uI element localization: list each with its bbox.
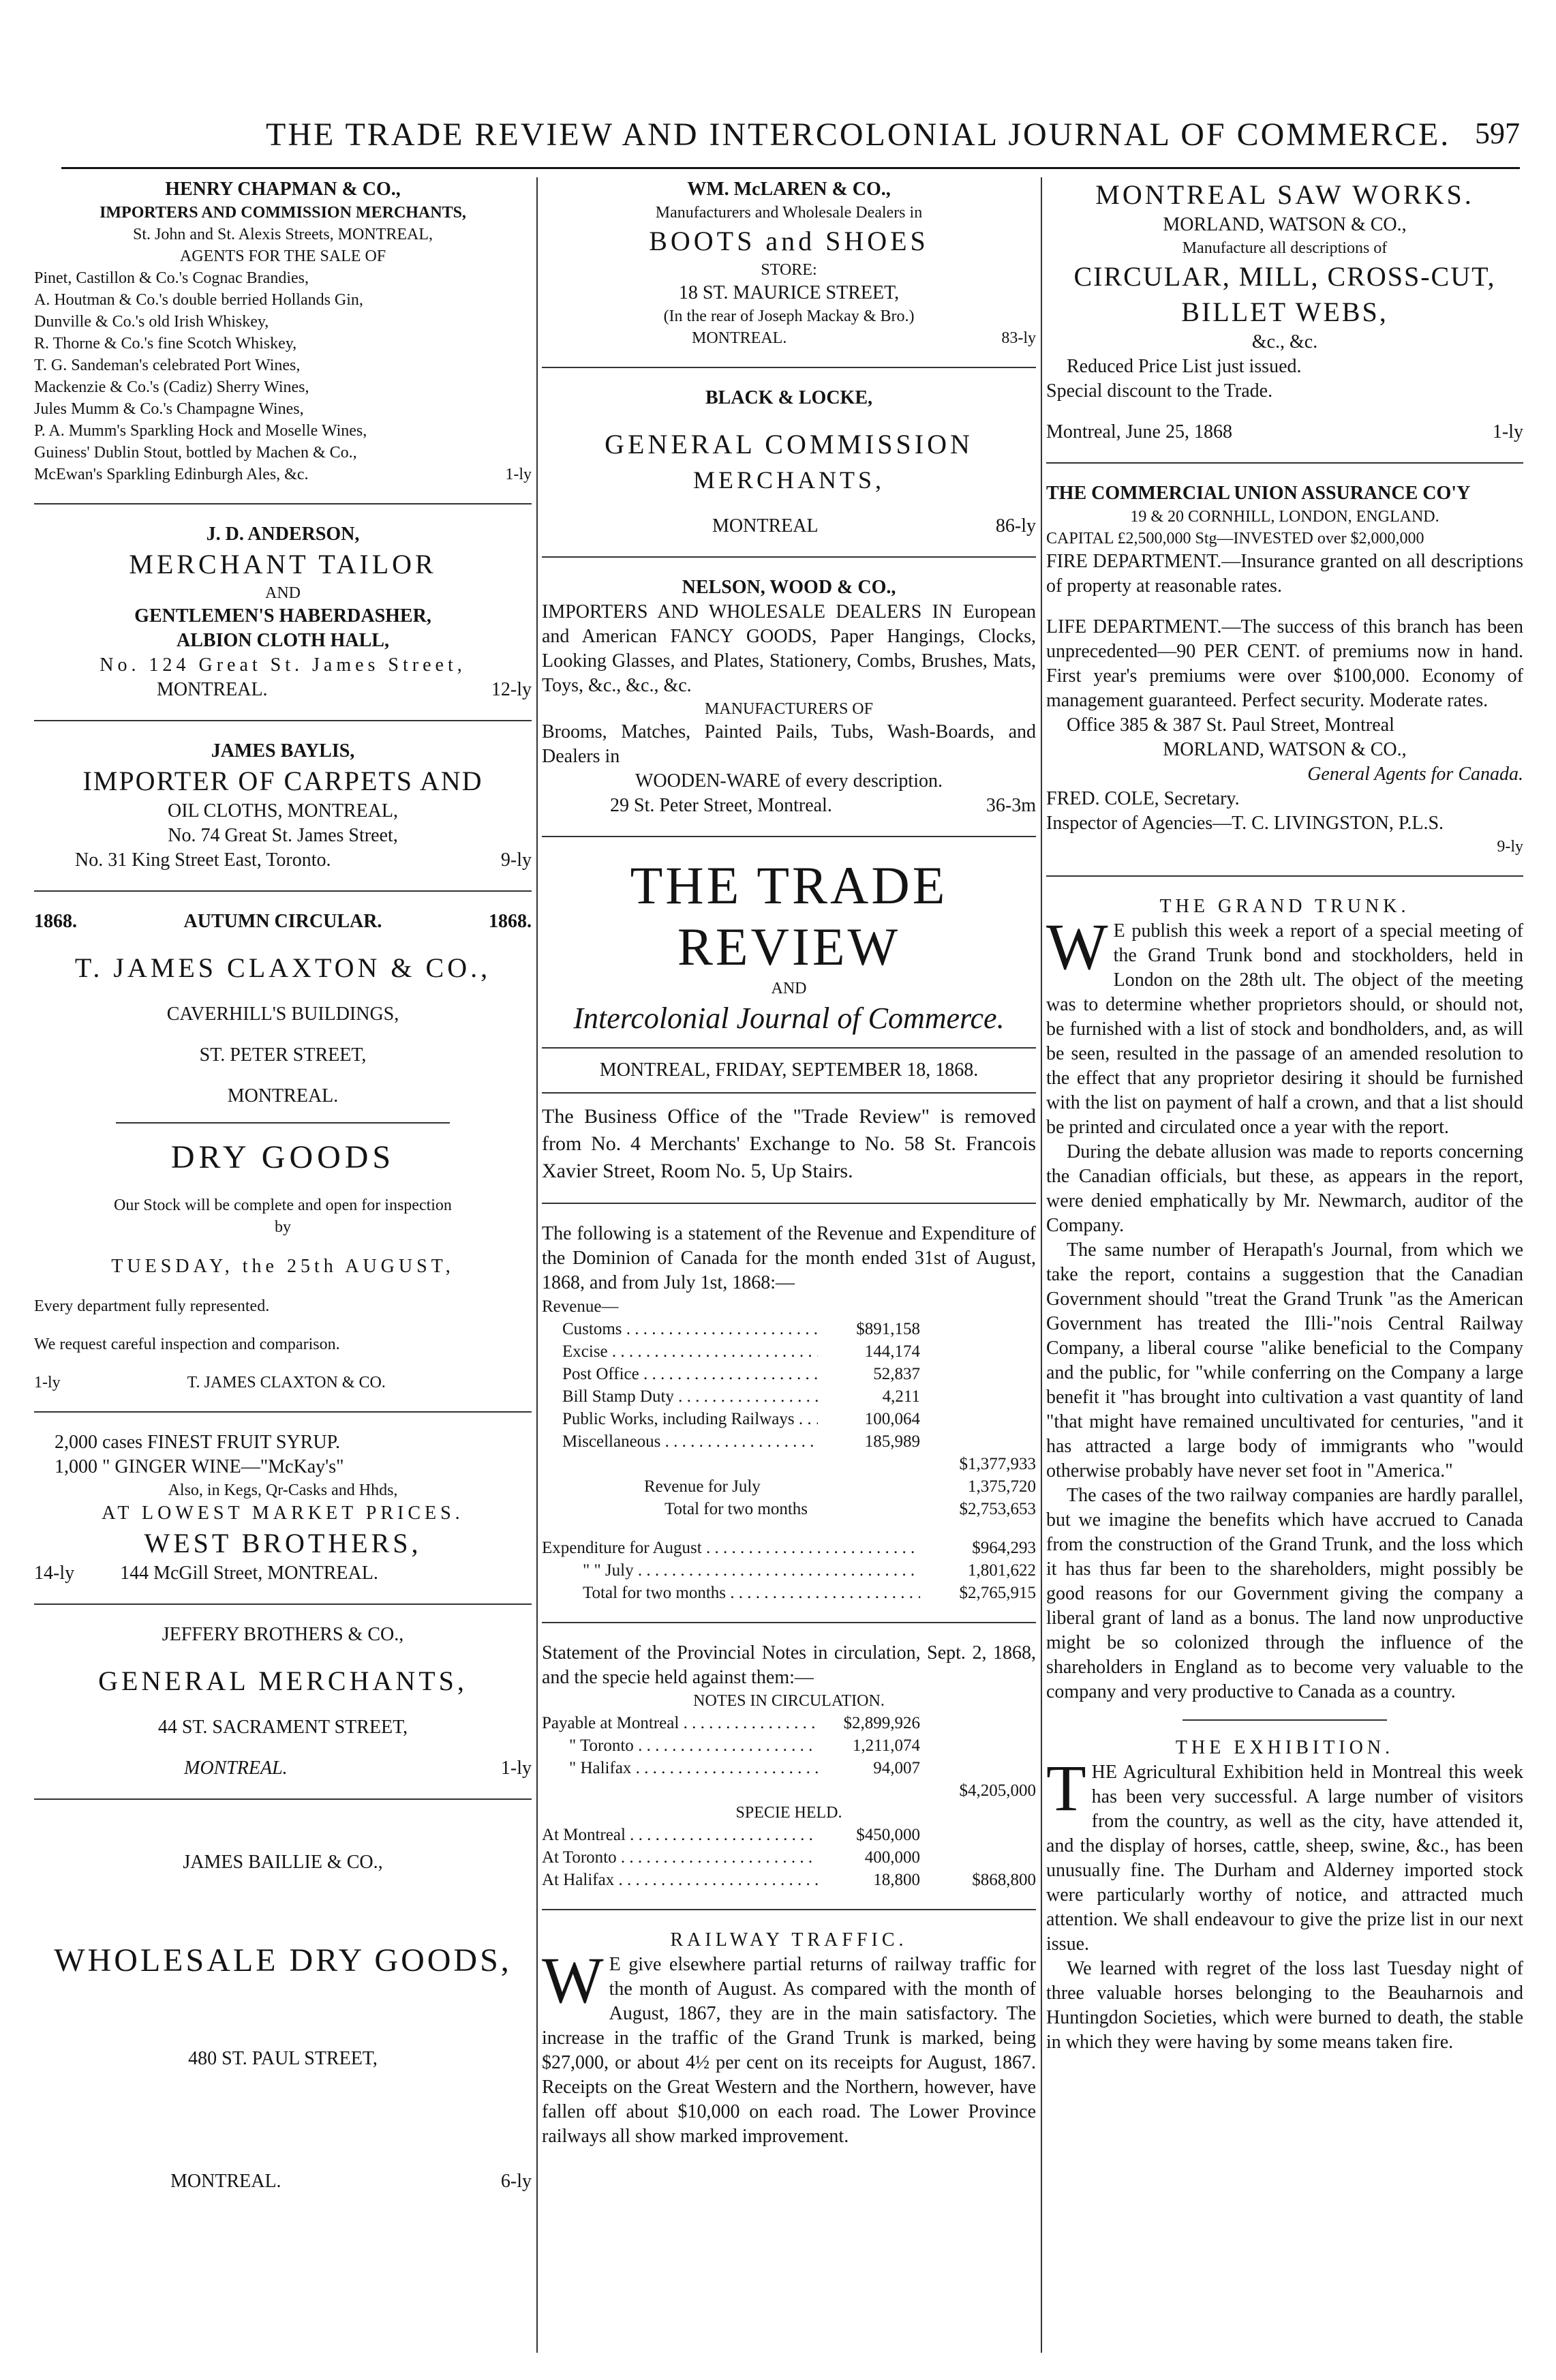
revenue-row xyxy=(542,1430,1036,1453)
ad-baylis-addr2: No. 31 King Street East, Toronto. xyxy=(75,849,331,871)
notes-total-row xyxy=(542,1779,1036,1802)
article-grand-trunk xyxy=(1046,894,1523,1704)
ad-saw-discount: Special discount to the Trade. xyxy=(1046,380,1273,402)
ad-chapman-agents: AGENTS FOR THE SALE OF xyxy=(179,247,386,265)
specie-total: $868,800 xyxy=(972,1871,1036,1889)
trunk-title: THE GRAND TRUNK. xyxy=(1159,896,1410,917)
exhibition-dropcap: T xyxy=(1046,1751,1086,1824)
revenue-row xyxy=(542,1385,1036,1408)
ad-black-city: MONTREAL xyxy=(712,515,819,537)
notes-row-amount: 94,007 xyxy=(873,1759,920,1777)
notes-total: $4,205,000 xyxy=(959,1781,1036,1800)
specie-row-name: At Montreal . . . xyxy=(542,1824,818,1846)
exhibition-title: THE EXHIBITION. xyxy=(1175,1737,1394,1758)
ad-chapman-trade: IMPORTERS AND COMMISSION MERCHANTS, xyxy=(100,204,466,222)
specie-row-name: At Toronto . . . xyxy=(542,1846,818,1869)
ad-saw-date: Montreal, June 25, 1868 xyxy=(1046,421,1232,442)
expenditure-two-row xyxy=(542,1582,1036,1604)
specie-row-name: At Halifax . . . xyxy=(542,1869,818,1891)
revenue-two-label: Total for two months xyxy=(665,1500,808,1518)
notes-row xyxy=(542,1734,1036,1757)
ad-baylis-trade: IMPORTER OF CARPETS AND xyxy=(82,766,483,796)
ad-black-trade2: MERCHANTS, xyxy=(692,466,885,494)
expenditure-aug-row xyxy=(542,1537,1036,1559)
ad-west-address: 144 McGill Street, MONTREAL. xyxy=(120,1563,378,1584)
ad-mclaren-goods: BOOTS and SHOES xyxy=(649,226,929,256)
ad-claxton-note2: Every department fully represented. xyxy=(34,1297,270,1315)
ad-baillie-name: JAMES BAILLIE & CO., xyxy=(183,1852,383,1873)
revenue-row-name: Post Office . . . xyxy=(562,1363,818,1385)
ad-baillie-address: 480 ST. PAUL STREET, xyxy=(188,2048,378,2069)
masthead xyxy=(542,855,1036,1094)
exhibition-p2: We learned with regret of the loss last Tuesday night of three valuable horses belonging to the Beauharnois and Huntingdon Societies, which were burned to death, the stable in which they were having by some means taken fire. xyxy=(1046,1958,1523,2053)
ad-chapman-line-8: P. A. Mumm's Sparkling Hock and Moselle Wines, xyxy=(34,422,367,440)
ad-saw-footer xyxy=(1046,420,1523,445)
specie-heading: SPECIE HELD. xyxy=(735,1804,842,1822)
ad-jeffery-city: MONTREAL. xyxy=(184,1758,288,1779)
trunk-p4: The cases of the two railway companies are hardly parallel, but we imagine the benefits which have accrued to Canada from the construction of the Grand Trunk, and the loss which it has thus far been to the shareholders, might possibly be good reasons for our Government giving the company a liberal grant of land as a bonus. The land now unproductive might be so colonized through the influence of the shareholders in England as to become very valuable to the company and very productive to Canada as a country. xyxy=(1046,1485,1523,1702)
notes-intro: Statement of the Provincial Notes in circulation, Sept. 2, 1868, and the specie held against them:— xyxy=(542,1642,1036,1688)
ad-baillie-footer xyxy=(34,2169,532,2194)
specie-row xyxy=(542,1869,1036,1891)
revenue-two-amount: $2,753,653 xyxy=(959,1500,1036,1518)
revenue-subtotal: $1,377,933 xyxy=(959,1455,1036,1473)
divider xyxy=(34,720,532,721)
ad-saw-mfr: Manufacture all descriptions of xyxy=(1182,239,1388,257)
notes-row xyxy=(542,1757,1036,1779)
ad-claxton-note1: Our Stock will be complete and open for inspection xyxy=(114,1196,452,1214)
column-rule-left xyxy=(536,177,538,2353)
header-rule xyxy=(61,167,1520,169)
ad-mclaren-store: STORE: xyxy=(761,261,817,279)
ad-chapman-term: 1-ly xyxy=(505,466,532,483)
ad-jeffery-trade: GENERAL MERCHANTS, xyxy=(98,1666,468,1696)
divider xyxy=(34,1603,532,1605)
ad-saw-name: MONTREAL SAW WORKS. xyxy=(1095,179,1474,210)
ad-saw-price: Reduced Price List just issued. xyxy=(1067,356,1302,377)
ad-claxton-term: 1-ly xyxy=(34,1374,61,1391)
ad-claxton-by: by xyxy=(275,1218,291,1236)
revenue-statement xyxy=(542,1222,1036,1604)
expenditure-aug-label: Expenditure for August . . . xyxy=(542,1537,920,1559)
ad-west-line2: 1,000 " GINGER WINE—"McKay's" xyxy=(55,1456,344,1477)
railway-dropcap: W xyxy=(542,1944,604,2017)
revenue-table xyxy=(542,1295,1036,1604)
ad-chapman-line-5: T. G. Sandeman's celebrated Port Wines, xyxy=(34,357,301,374)
ad-baillie xyxy=(34,1818,532,2194)
railway-title: RAILWAY TRAFFIC. xyxy=(670,1929,908,1950)
revenue-row-amount: 144,174 xyxy=(864,1342,920,1361)
ad-claxton-street: ST. PETER STREET, xyxy=(199,1044,367,1066)
revenue-row xyxy=(542,1408,1036,1430)
column-middle xyxy=(542,177,1036,2353)
trunk-p1 xyxy=(1046,910,1523,1140)
ad-claxton-date: TUESDAY, the 25th AUGUST, xyxy=(111,1256,455,1277)
ad-west-footer xyxy=(34,1561,532,1586)
page-number: 597 xyxy=(1475,117,1520,150)
revenue-row-amount: 4,211 xyxy=(882,1387,920,1406)
masthead-title: THE TRADE REVIEW xyxy=(630,856,948,976)
notes-row-name: " Halifax . . . xyxy=(542,1757,818,1779)
ad-black-locke xyxy=(542,386,1036,539)
notes-row xyxy=(542,1712,1036,1734)
ad-baylis xyxy=(34,739,532,873)
ad-saw-owners: MORLAND, WATSON & CO., xyxy=(1163,214,1407,235)
ad-black-footer xyxy=(542,514,1036,539)
ad-mclaren-address: 18 ST. MAURICE STREET, xyxy=(678,282,900,303)
ad-cu-name: THE COMMERCIAL UNION ASSURANCE CO'Y xyxy=(1046,483,1471,504)
divider xyxy=(34,503,532,504)
revenue-row-name: Public Works, including Railways . . . xyxy=(562,1408,818,1430)
exhibition-p1 xyxy=(1046,1751,1523,1957)
specie-row-amount: 400,000 xyxy=(864,1848,920,1867)
ad-baylis-term: 9-ly xyxy=(500,849,532,871)
ad-claxton-building: CAVERHILL'S BUILDINGS, xyxy=(166,1004,399,1025)
ad-black-term: 86-ly xyxy=(995,515,1036,537)
ad-jeffery-name: JEFFERY BROTHERS & CO., xyxy=(162,1624,404,1645)
ad-west-line3: Also, in Kegs, Qr-Casks and Hhds, xyxy=(168,1481,398,1499)
business-office-notice: The Business Office of the "Trade Review" is removed from No. 4 Merchants' Exchange to No. 58 St. Francois Xavier Street, Room No. 5, Up Stairs. xyxy=(542,1105,1036,1182)
masthead-subtitle: Intercolonial Journal of Commerce. xyxy=(573,1001,1005,1035)
railway-body xyxy=(542,1944,1036,2149)
ad-baylis-addr1: No. 74 Great St. James Street, xyxy=(168,825,398,846)
specie-row-amount: 18,800 xyxy=(873,1871,920,1889)
masthead-dateline: MONTREAL, FRIDAY, SEPTEMBER 18, 1868. xyxy=(599,1059,979,1081)
column-right xyxy=(1046,177,1523,2353)
notes-heading: NOTES IN CIRCULATION. xyxy=(693,1692,885,1710)
ad-jeffery-address: 44 ST. SACRAMENT STREET, xyxy=(157,1717,408,1738)
revenue-intro: The following is a statement of the Revenue and Expenditure of the Dominion of Canada for the month ended 31st of August, 1868, and from July 1st, 1868:— xyxy=(542,1223,1036,1293)
ad-jeffery-term: 1-ly xyxy=(500,1758,532,1779)
divider xyxy=(1046,875,1523,877)
trunk-p3: The same number of Herapath's Journal, from which we take the report, contains a suggestion that the Canadian Government should "treat the Grand Trunk "as the American Government has treated the Illi-"nois Central Railway Company, a liberal course "alike beneficial to the Company and the public, for "while conferring on the Company a large benefit it "has brought into cultivation a vast quantity of land "that might have remained uncultivated for centuries, "and it has attracted a large body of immigrants who "would otherwise probably have never set foot in "America." xyxy=(1046,1239,1523,1481)
column-left xyxy=(34,177,532,2353)
ad-baillie-trade: WHOLESALE DRY GOODS, xyxy=(54,1942,512,1978)
divider xyxy=(542,1047,1036,1049)
divider xyxy=(542,556,1036,558)
divider xyxy=(34,1411,532,1413)
ad-chapman-line-4: R. Thorne & Co.'s fine Scotch Whiskey, xyxy=(34,335,297,352)
ad-mclaren-rear: (In the rear of Joseph Mackay & Bro.) xyxy=(663,307,915,325)
ad-chapman-line-6: Mackenzie & Co.'s (Cadiz) Sherry Wines, xyxy=(34,378,309,396)
revenue-row xyxy=(542,1340,1036,1363)
divider xyxy=(542,836,1036,837)
ad-cu-fire: FIRE DEPARTMENT.—Insurance granted on all descriptions of property at reasonable rates. xyxy=(1046,551,1523,597)
ad-saw-works xyxy=(1046,177,1523,445)
railway-traffic xyxy=(542,1928,1036,2149)
ad-cu-office: Office 385 & 387 St. Paul Street, Montreal xyxy=(1067,714,1394,736)
revenue-row-name: Miscellaneous . . . xyxy=(562,1430,818,1453)
ad-claxton-goods: DRY GOODS xyxy=(170,1139,395,1175)
divider xyxy=(542,367,1036,368)
ad-saw-goods: CIRCULAR, MILL, CROSS-CUT, xyxy=(1073,261,1496,292)
ad-chapman xyxy=(34,177,532,485)
revenue-july-row xyxy=(542,1475,1036,1498)
ad-saw-goods2: BILLET WEBS, xyxy=(1181,297,1388,327)
ad-chapman-line-3: Dunville & Co.'s old Irish Whiskey, xyxy=(34,313,269,331)
page-header xyxy=(61,116,1520,157)
ad-baillie-term: 6-ly xyxy=(500,2171,532,2192)
ad-mclaren-term: 83-ly xyxy=(1001,329,1036,347)
ad-nelson xyxy=(542,575,1036,818)
trunk-dropcap: W xyxy=(1046,910,1108,983)
provincial-notes xyxy=(542,1641,1036,1891)
notes-row-amount: 1,211,074 xyxy=(852,1736,920,1755)
article-exhibition xyxy=(1046,1736,1523,2055)
expenditure-aug-amount: $964,293 xyxy=(972,1539,1036,1557)
revenue-subtotal-row xyxy=(542,1453,1036,1475)
railway-text: E give elsewhere partial returns of railway traffic for the month of August. As compared with the month of August, 1867, they are in the main satisfactory. The increase in the traffic of the Grand Trunk is marked, being $27,000, or about 4½ per cent on its receipts for August, 1867. Receipts on the Great Western and the Northern, however, have fallen off about $10,000 on each road. The Lower Province railways all show marked improvement. xyxy=(542,1954,1036,2147)
ad-nelson-text: IMPORTERS AND WHOLESALE DEALERS IN European and American FANCY GOODS, Paper Hangings, Clocks, Looking Glasses, and Plates, Stationery, Combs, Brushes, Mats, Toys, &c., &c., &c. xyxy=(542,601,1036,696)
ad-baylis-footer xyxy=(34,848,532,873)
ad-baylis-trade2: OIL CLOTHS, MONTREAL, xyxy=(167,800,399,822)
trunk-p2: During the debate allusion was made to reports concerning the Canadian officials, but these, as appears in the report, were denied emphatically by Mr. Newmarch, auditor of the Company. xyxy=(1046,1141,1523,1236)
ad-mclaren-sub: Manufacturers and Wholesale Dealers in xyxy=(655,204,923,222)
ad-west-line1: 2,000 cases FINEST FRUIT SYRUP. xyxy=(55,1432,341,1453)
ad-cu-cole: FRED. COLE, Secretary. xyxy=(1046,788,1240,809)
ad-nelson-text3: WOODEN-WARE of every description. xyxy=(635,770,943,792)
ad-anderson-term: 12-ly xyxy=(491,679,532,700)
ad-nelson-address: 29 St. Peter Street, Montreal. xyxy=(610,795,832,816)
ad-anderson-and: AND xyxy=(265,584,301,602)
column-rule-right xyxy=(1041,177,1042,2353)
ad-west xyxy=(34,1430,532,1586)
ad-claxton-note3: We request careful inspection and comparison. xyxy=(34,1336,340,1353)
specie-row xyxy=(542,1824,1036,1846)
ad-claxton-sign: T. JAMES CLAXTON & CO. xyxy=(187,1374,386,1391)
ad-cu-capital: CAPITAL £2,500,000 Stg—INVESTED over $2,000,000 xyxy=(1046,530,1424,547)
notes-table xyxy=(542,1712,1036,1891)
ad-baylis-name: JAMES BAYLIS, xyxy=(211,740,355,762)
revenue-july-amount: 1,375,720 xyxy=(968,1477,1036,1496)
ad-claxton-circular-title: AUTUMN CIRCULAR. xyxy=(183,911,382,932)
revenue-row-amount: 52,837 xyxy=(873,1365,920,1383)
ad-nelson-text2: Brooms, Matches, Painted Pails, Tubs, Wash-Boards, and Dealers in xyxy=(542,721,1036,767)
divider xyxy=(542,1909,1036,1910)
ad-cu-inspector: Inspector of Agencies—T. C. LIVINGSTON, P.L.S. xyxy=(1046,813,1444,834)
expenditure-two-label: Total for two months . . . xyxy=(542,1582,920,1604)
ad-claxton-year-right: 1868. xyxy=(488,911,532,932)
ad-saw-term: 1-ly xyxy=(1492,421,1523,442)
ad-chapman-line-7: Jules Mumm & Co.'s Champagne Wines, xyxy=(34,400,304,418)
ad-nelson-footer xyxy=(542,794,1036,818)
ad-chapman-line-2: A. Houtman & Co.'s double berried Hollands Gin, xyxy=(34,291,363,309)
revenue-row xyxy=(542,1318,1036,1340)
masthead-and: AND xyxy=(771,980,807,997)
notes-row-amount: $2,899,926 xyxy=(843,1714,920,1732)
revenue-row-amount: 185,989 xyxy=(864,1432,920,1451)
ad-claxton-circular xyxy=(34,909,532,934)
divider xyxy=(34,890,532,892)
ad-claxton-footer xyxy=(34,1372,532,1394)
ad-nelson-name: NELSON, WOOD & CO., xyxy=(682,577,896,598)
revenue-row-name: Bill Stamp Duty . . . xyxy=(562,1385,818,1408)
journal-running-title: THE TRADE REVIEW AND INTERCOLONIAL JOURNAL OF COMMERCE. xyxy=(266,117,1451,153)
revenue-label: Revenue— xyxy=(542,1297,619,1316)
ad-baillie-city: MONTREAL. xyxy=(170,2171,281,2192)
revenue-july-label: Revenue for July xyxy=(644,1477,761,1496)
divider xyxy=(542,1622,1036,1623)
revenue-row-amount: 100,064 xyxy=(864,1410,920,1428)
ad-anderson-hall: ALBION CLOTH HALL, xyxy=(177,630,389,651)
ad-west-line4: AT LOWEST MARKET PRICES. xyxy=(102,1503,464,1524)
ad-commercial-union xyxy=(1046,481,1523,858)
expenditure-july-row xyxy=(542,1559,1036,1582)
ad-nelson-mfr: MANUFACTURERS OF xyxy=(705,700,873,718)
ad-jeffery xyxy=(34,1623,532,1781)
expenditure-july-amount: 1,801,622 xyxy=(968,1561,1036,1580)
divider-short xyxy=(1183,1719,1387,1721)
divider-short xyxy=(116,1122,450,1124)
ad-cu-agents: MORLAND, WATSON & CO., xyxy=(1163,739,1407,760)
ad-claxton-city: MONTREAL. xyxy=(227,1085,339,1106)
specie-row xyxy=(542,1846,1036,1869)
ad-anderson-trade2: GENTLEMEN'S HABERDASHER, xyxy=(134,605,431,627)
ad-claxton-name: T. JAMES CLAXTON & CO., xyxy=(74,952,491,983)
expenditure-july-label: " " July . . . xyxy=(542,1559,920,1582)
ad-anderson-trade: MERCHANT TAILOR xyxy=(129,549,437,579)
revenue-row-name: Excise . . . xyxy=(562,1340,818,1363)
ad-black-trade: GENERAL COMMISSION xyxy=(605,429,973,460)
ad-mclaren-city: MONTREAL. xyxy=(692,329,787,347)
ad-black-name: BLACK & LOCKE, xyxy=(705,387,873,408)
revenue-row-amount: $891,158 xyxy=(856,1320,920,1338)
ad-claxton xyxy=(34,909,532,1394)
ad-cu-agents-role: General Agents for Canada. xyxy=(1307,764,1523,785)
ad-chapman-address: St. John and St. Alexis Streets, MONTREAL, xyxy=(132,226,433,243)
ad-jeffery-footer xyxy=(34,1756,532,1781)
revenue-row-name: Customs . . . xyxy=(562,1318,818,1340)
ad-saw-etc: &c., &c. xyxy=(1251,331,1318,352)
ad-mclaren-name: WM. McLAREN & CO., xyxy=(687,179,891,200)
ad-anderson-footer xyxy=(34,678,532,702)
ad-anderson-name: J. D. ANDERSON, xyxy=(206,524,360,545)
divider xyxy=(1046,462,1523,464)
notes-row-name: " Toronto . . . xyxy=(542,1734,818,1757)
ad-anderson xyxy=(34,522,532,702)
exhibition-p1-text: HE Agricultural Exhibition held in Montreal this week has been very successful. A large number of visitors from the country, as well as the city, have attended it, and the display of horses, cattle, sheep, swine, &c., has been unusually fine. The Durham and Alderney imported stock were particularly worthy of notice, and attracted much attention. We shall endeavour to give the prize list in our next issue. xyxy=(1046,1762,1523,1955)
ad-chapman-line-10: McEwan's Sparkling Edinburgh Ales, &c. xyxy=(34,466,309,483)
trunk-p1-text: E publish this week a report of a special meeting of the Grand Trunk bond and stockholders, held in London on the 28th ult. The object of the meeting was to determine whether proprietors should, or should not, be furnished with a list of stock and bondholders, and, as will be seen, resulted in the passage of an amended resolution to the effect that any proprietor desiring it should be furnished with the list on payment of half a crown, and that a list should be printed and circulated once a year with the report. xyxy=(1046,920,1523,1138)
expenditure-two-amount: $2,765,915 xyxy=(959,1584,1036,1602)
ad-chapman-name: HENRY CHAPMAN & CO., xyxy=(165,179,401,200)
ad-cu-address: 19 & 20 CORNHILL, LONDON, ENGLAND. xyxy=(1130,508,1439,526)
ad-chapman-line-9: Guiness' Dublin Stout, bottled by Machen & Co., xyxy=(34,444,357,462)
specie-row-amount: $450,000 xyxy=(856,1826,920,1844)
ad-nelson-term: 36-3m xyxy=(986,795,1036,816)
ad-mclaren-footer xyxy=(542,327,1036,349)
ad-anderson-city: MONTREAL. xyxy=(157,679,268,700)
divider xyxy=(34,1798,532,1800)
ad-anderson-address: No. 124 Great St. James Street, xyxy=(100,654,466,676)
revenue-row xyxy=(542,1363,1036,1385)
ad-west-name: WEST BROTHERS, xyxy=(144,1528,422,1558)
ad-west-term: 14-ly xyxy=(34,1563,75,1584)
ad-cu-life: LIFE DEPARTMENT.—The success of this branch has been unprecedented—90 PER CENT. of premiums now in hand. First year's premiums were over $100,000. Economy of management guaranteed. Perfect security. Moderate rates. xyxy=(1046,616,1523,711)
ad-chapman-line-1: Pinet, Castillon & Co.'s Cognac Brandies, xyxy=(34,269,309,287)
ad-mclaren xyxy=(542,177,1036,349)
notes-row-name: Payable at Montreal . . . xyxy=(542,1712,818,1734)
ad-chapman-last xyxy=(34,464,532,485)
revenue-two-row xyxy=(542,1498,1036,1520)
ad-claxton-year-left: 1868. xyxy=(34,911,77,932)
divider xyxy=(542,1203,1036,1204)
divider xyxy=(542,1092,1036,1094)
ad-cu-term: 9-ly xyxy=(1497,838,1523,856)
